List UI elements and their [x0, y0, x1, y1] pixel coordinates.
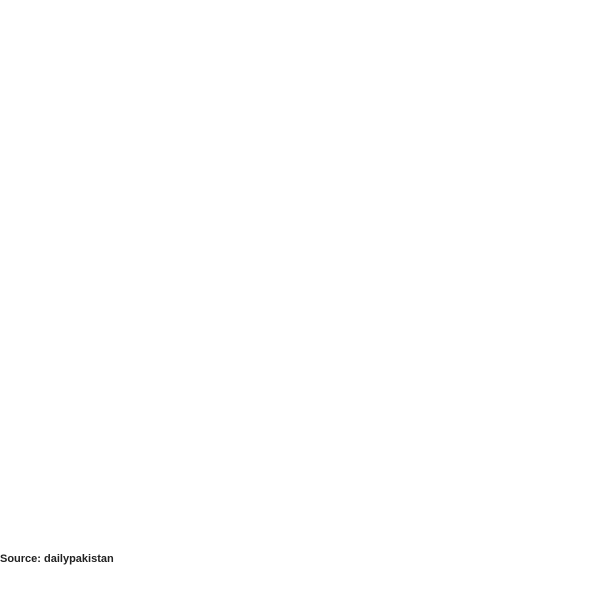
paragraph-3: [14, 302, 578, 392]
paragraph-5: [14, 512, 578, 542]
paragraph-2: [14, 227, 578, 287]
source-credit: Source: dailypakistan: [0, 553, 114, 565]
paragraph-1: [14, 62, 578, 212]
article-headline: [14, 12, 578, 44]
paragraph-4: [14, 407, 578, 497]
